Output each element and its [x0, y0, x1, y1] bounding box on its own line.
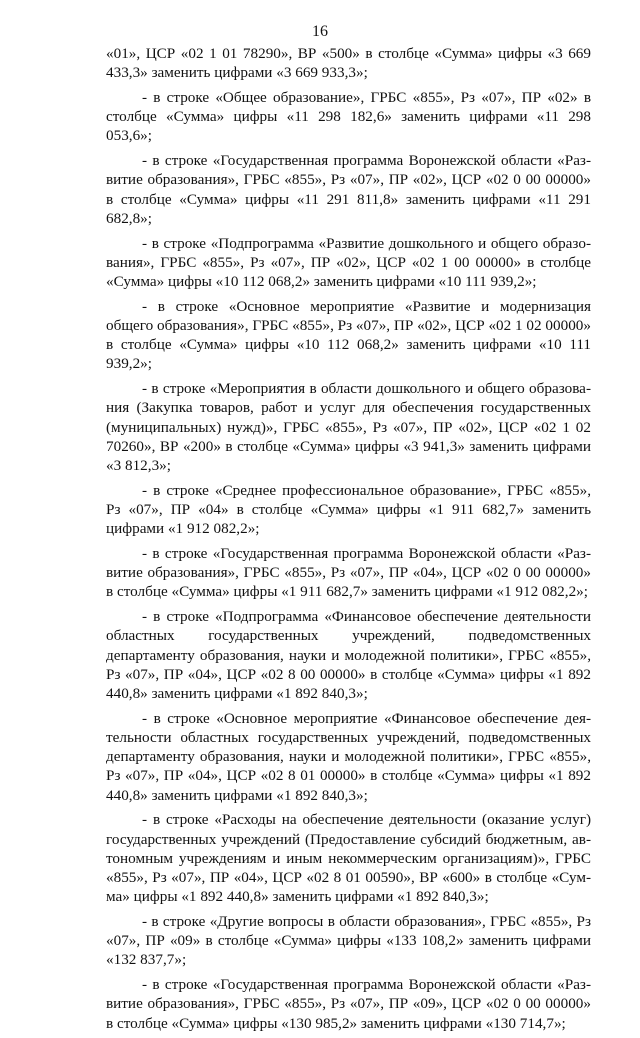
- paragraph-subprogram-preschool: - в строке «Подпрограмма «Развитие дошкольного и общего образования», ГРБС «855», Рз «07», ПР «02», ЦСР «02 1 00 00000» в столбце «Сумма» цифры «10 112 068,2» заменить цифрами «10 111 939,2»;: [106, 234, 591, 291]
- paragraph-other-education: - в строке «Другие вопросы в области образования», ГРБС «855», Рз «07», ПР «09» в столбце «Сумма» цифры «133 108,2» заменить цифрами «132 837,7»;: [106, 913, 591, 969]
- paragraph-institution-expenses: - в строке «Расходы на обеспечение деятельности (оказание услуг) государственных учреждений (Предоставление субсидий бюджетным, автономным учреждениям и иным некоммерческим организациям)», ГРБС «855», Рз «07», ПР «04», ЦСР «02 8 01 00590», ВР «600» в столбце «Сумма» цифры «1 892 440,8» заменить цифрами «1 892 840,3»;: [106, 811, 591, 906]
- paragraph-continuation: «01», ЦСР «02 1 01 78290», ВР «500» в столбце «Сумма» цифры «3 669 433,3» заменить цифрами «3 669 933,3»;: [106, 45, 591, 82]
- paragraph-procurement-measures: - в строке «Мероприятия в области дошкольного и общего образования (Закупка товаров, работ и услуг для обеспечения государственных (муниципальных) нужд)», ГРБС «855», Рз «07», ПР «02», ЦСР «02 1 02 70260», ВР «200» в столбце «Сумма» цифры «3 941,3» заменить цифрами «3 812,3»;: [106, 380, 591, 475]
- paragraph-main-event-financing: - в строке «Основное мероприятие «Финансовое обеспечение деятельности областных государственных учреждений, подведомственных департаменту образования, науки и молодежной политики», ГРБС «855», Рз «07», ПР «04», ЦСР «02 8 01 00000» в столбце «Сумма» цифры «1 892 440,8» заменить цифрами «1 892 840,3»;: [106, 709, 591, 804]
- paragraph-state-program-09: - в строке «Государственная программа Воронежской области «Развитие образования», ГРБС «855», Рз «07», ПР «09», ЦСР «02 0 00 00000» в столбце «Сумма» цифры «130 985,2» заменить цифрами «130 714,7»;: [106, 976, 591, 1032]
- paragraph-general-education: - в строке «Общее образование», ГРБС «855», Рз «07», ПР «02» в столбце «Сумма» цифры «11 298 182,6» заменить цифрами «11 298 053,6»;: [106, 89, 591, 145]
- paragraph-secondary-vocational: - в строке «Среднее профессиональное образование», ГРБС «855», Рз «07», ПР «04» в столбце «Сумма» цифры «1 911 682,7» заменить цифрами «1 912 082,2»;: [106, 481, 591, 538]
- paragraph-main-event-modernization: - в строке «Основное мероприятие «Развитие и модернизация общего образования», ГРБС «855», Рз «07», ПР «02», ЦСР «02 1 02 00000» в столбце «Сумма» цифры «10 112 068,2» заменить цифрами «10 111 939,2»;: [106, 297, 591, 373]
- paragraph-state-program-04: - в строке «Государственная программа Воронежской области «Развитие образования», ГРБС «855», Рз «07», ПР «04», ЦСР «02 0 00 00000» в столбце «Сумма» цифры «1 911 682,7» заменить цифрами «1 912 082,2»;: [106, 545, 591, 601]
- document-body: [106, 44, 591, 1038]
- page-number: 16: [312, 23, 328, 40]
- paragraph-state-program-02: - в строке «Государственная программа Воронежской области «Развитие образования», ГРБС «855», Рз «07», ПР «02», ЦСР «02 0 00 00000» в столбце «Сумма» цифры «11 291 811,8» заменить цифрами «11 291 682,8»;: [106, 152, 591, 227]
- paragraph-subprogram-financing: - в строке «Подпрограмма «Финансовое обеспечение деятельности областных государственных учреждений, подведомственных департаменту образования, науки и молодежной политики», ГРБС «855», Рз «07», ПР «04», ЦСР «02 8 00 00000» в столбце «Сумма» цифры «1 892 440,8» заменить цифрами «1 892 840,3»;: [106, 608, 591, 703]
